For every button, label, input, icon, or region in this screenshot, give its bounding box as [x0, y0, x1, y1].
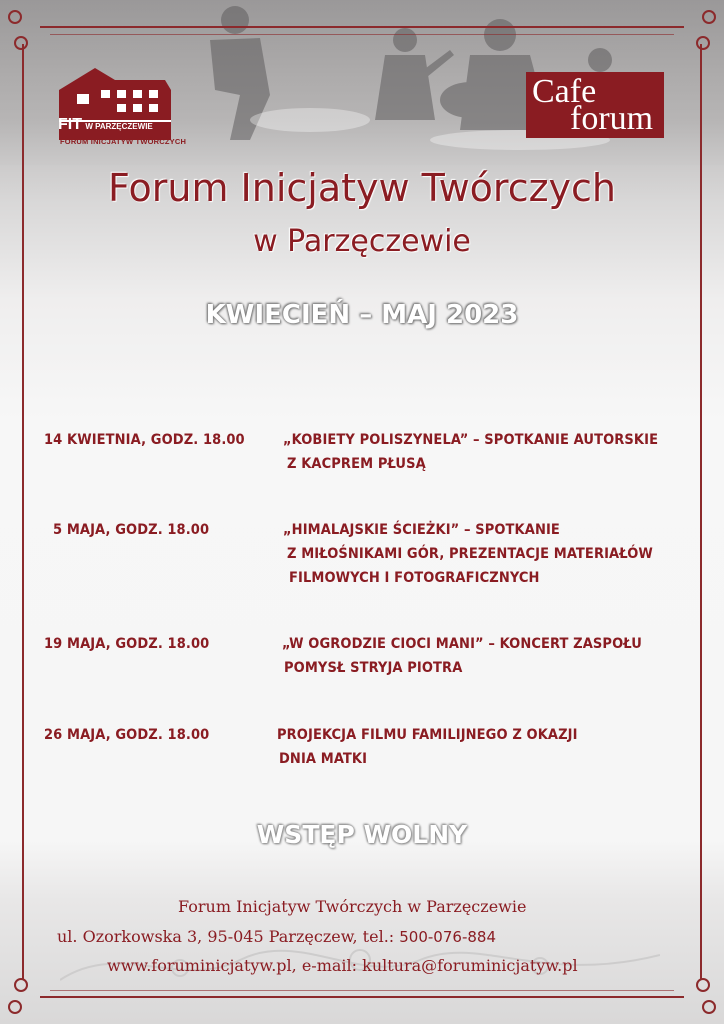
footer-address [57, 927, 496, 946]
event-description [283, 518, 653, 590]
frame-inner-top [50, 34, 674, 35]
page-subtitle: w Parzęczewie [253, 224, 471, 259]
corner-ornament-tl [8, 10, 22, 24]
admission-note: WSTĘP WOLNY [256, 820, 468, 849]
footer-address-text: ul. Ozorkowska 3, 95-045 Parzęczew, tel.: [57, 927, 395, 946]
event-period: KWIECIEŃ – MAJ 2023 [205, 300, 519, 330]
frame-inner-bottom [50, 990, 674, 991]
fit-logo-fullname: FORUM INICJATYW TWÓRCZYCH [60, 137, 187, 146]
event-line: FILMOWYCH I FOTOGRAFICZNYCH [289, 570, 540, 586]
corner-ornament-ml2 [14, 978, 28, 992]
event-line: „HIMALAJSKIE ŚCIEŻKI” – SPOTKANIE [283, 522, 560, 538]
event-date: 14 KWIETNIA, GODZ. 18.00 [44, 432, 245, 448]
corner-ornament-mr2 [696, 978, 710, 992]
frame-top [40, 26, 684, 28]
cafe-logo-word2: forum [570, 100, 654, 137]
event-line: DNIA MATKI [279, 751, 368, 767]
page-title: Forum Inicjatyw Twórczych [107, 166, 617, 210]
corner-ornament-br [702, 1000, 716, 1014]
corner-ornament-bl [8, 1000, 22, 1014]
cafe-logo-word1: Cafe [532, 73, 597, 110]
event-description [277, 723, 578, 771]
corner-ornament-ml [14, 36, 28, 50]
footer-phone: 500-076-884 [399, 928, 496, 946]
event-line: „KOBIETY POLISZYNELA” – SPOTKANIE AUTORSKIE [283, 432, 659, 448]
event-line: PROJEKCJA FILMU FAMILIJNEGO Z OKAZJI [277, 727, 578, 743]
event-description [282, 632, 642, 680]
corner-ornament-tr [702, 10, 716, 24]
footer-contact: www.foruminicjatyw.pl, e-mail: kultura@foruminicjatyw.pl [107, 956, 578, 975]
event-date: 5 MAJA, GODZ. 18.00 [53, 522, 210, 538]
event-date: 19 MAJA, GODZ. 18.00 [44, 636, 210, 652]
fit-logo-text: FIT W PARZĘCZEWIE [58, 116, 153, 133]
frame-bottom [40, 996, 684, 998]
fit-logo [55, 60, 173, 148]
event-line: POMYSŁ STRYJA PIOTRA [284, 660, 463, 676]
event-date: 26 MAJA, GODZ. 18.00 [44, 727, 210, 743]
event-line: Z MIŁOŚNIKAMI GÓR, PREZENTACJE MATERIAŁÓW [287, 546, 653, 562]
event-description [283, 428, 658, 476]
cafe-forum-logo [526, 72, 664, 138]
corner-ornament-mr [696, 36, 710, 50]
footer-org: Forum Inicjatyw Twórczych w Parzęczewie [178, 897, 527, 916]
event-line: „W OGRODZIE CIOCI MANI” – KONCERT ZASPOŁU [282, 636, 642, 652]
event-line: Z KACPREM PŁUSĄ [287, 456, 426, 472]
